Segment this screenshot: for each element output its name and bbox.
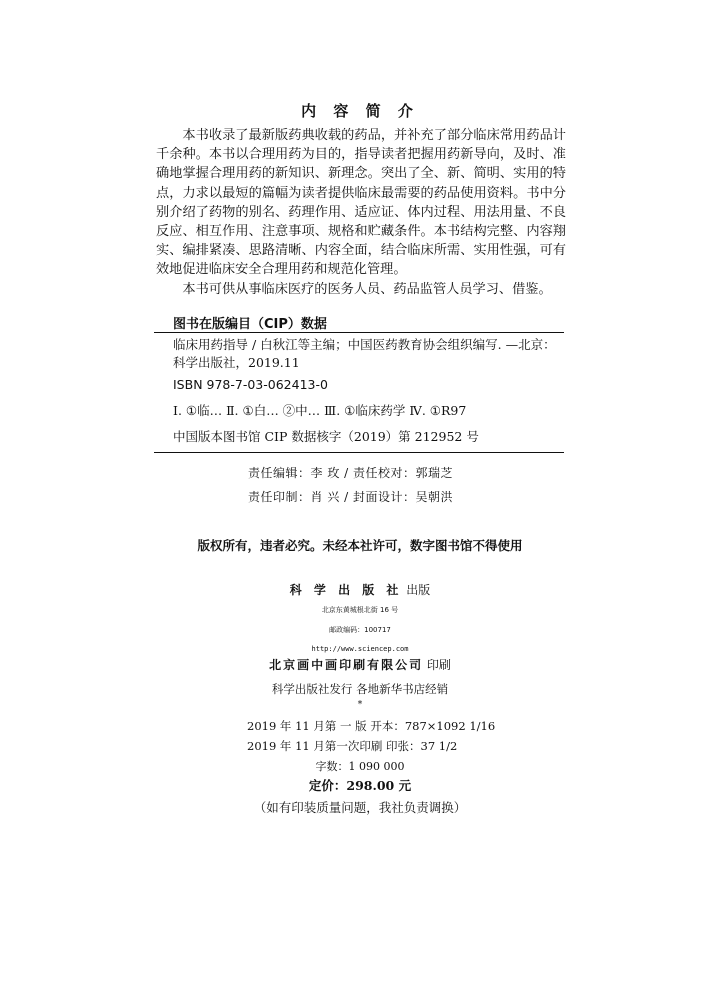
printer-suffix: 印刷 [423,658,451,672]
distribution-line: 科学出版社发行 各地新华书店经销 [271,682,449,696]
cip-title: 图书在版编目（CIP）数据 [173,317,327,332]
price: 定价：298.00 元 [308,778,412,793]
summary-title: 内 容 简 介 [301,102,419,120]
summary-paragraph: 本书收录了最新版药典收载的药品，并补充了部分临床常用药品计千余种。本书以合理用药为目的，指导读者把握用药新导向，及时、准确地掌握合理用药的新知识、新理念。突出了全、新、简明、实用的特点，力求以最短的篇幅为读者提供临床最需要的药品使用资料。书中分别介绍了药物的别名、药理作用、适应证、体内过程、用法用量、不良反应、相互作用、注意事项、规格和贮藏条件。本书结构完整、内容翔实、编排紧凑、思路清晰、内容全面，结合临床所需、实用性强，可有效地促进临床安全合理用药和规范化管理。 [156,128,566,278]
summary-paragraph: 本书可供从事临床医疗的医务人员、药品监管人员学习、借鉴。 [182,281,552,297]
word-count: 字数：1 090 000 [315,760,405,773]
cip-top-rule [154,332,564,333]
publisher-address: 北京东黄城根北街 16 号 [321,606,399,614]
cip-isbn: ISBN 978-7-03-062413-0 [173,377,328,392]
publisher-url: http://www.sciencep.com [311,645,409,653]
separator-star: * [357,700,363,710]
publisher-suffix: 出版 [402,583,431,597]
cip-classification: Ⅰ. ①临… Ⅱ. ①白… ②中… Ⅲ. ①临床药学 Ⅳ. ①R97 [173,403,467,418]
cip-main-entry: 临床用药指导 / 白秋江等主编；中国医药教育协会组织编写. —北京：科学出版社，2019.11 [173,337,556,370]
printer-line [0,656,720,673]
defect-notice: （如有印装质量问题，我社负责调换） [253,800,467,815]
cip-bottom-rule [154,452,564,453]
printer-name: 北京画中画印刷有限公司 [269,658,424,672]
publisher-postcode: 邮政编码：100717 [329,626,391,634]
publisher-name: 科 学 出 版 社 [289,583,403,597]
edition-line-2: 2019 年 11 月第一次印刷 印张：37 1/2 [247,739,458,753]
staff-line-production: 责任印制：肖 兴 / 封面设计：吴朝洪 [248,490,453,504]
copyright-notice: 版权所有，违者必究。未经本社许可，数字图书馆不得使用 [197,538,523,553]
publisher-line [0,581,720,598]
summary-body [156,126,566,299]
edition-line-1: 2019 年 11 月第 一 版 开本：787×1092 1/16 [247,719,496,733]
cip-check-number: 中国版本图书馆 CIP 数据核字（2019）第 212952 号 [173,429,479,444]
staff-line-editors: 责任编辑：李 玫 / 责任校对：郭瑞芝 [248,466,453,480]
